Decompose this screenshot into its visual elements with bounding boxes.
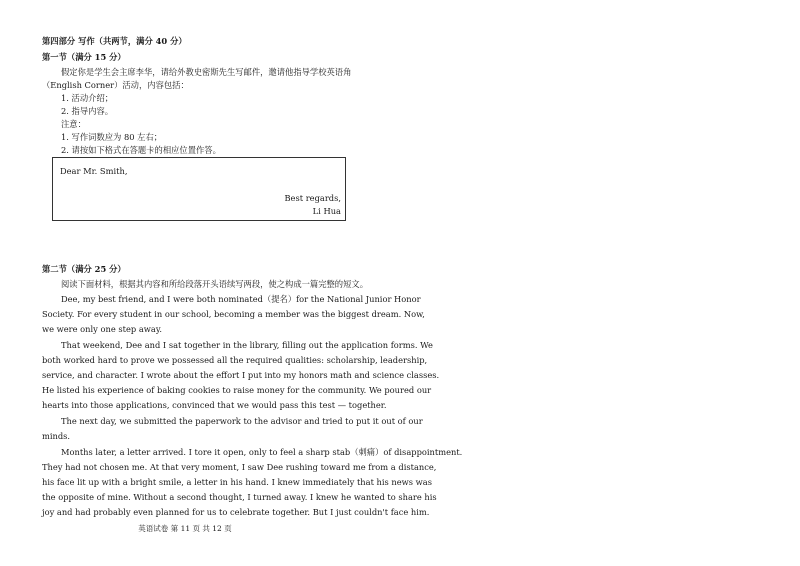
passage-line: Months later, a letter arrived. I tore it open, only to feel a sharp stab（刺痛）of disappointment.: [61, 447, 463, 457]
section1-note-label: 注意：: [61, 119, 86, 129]
passage-line: both worked hard to prove we possessed all the required qualities: scholarship, leadership,: [42, 355, 428, 365]
passage-line: joy and had probably even planned for us to celebrate together. But I just couldn't face him.: [42, 507, 430, 517]
passage-line: hearts into those applications, convinced that we would pass this test — together.: [42, 400, 387, 410]
section1-note1: 1. 写作词数应为 80 左右；: [61, 132, 163, 142]
passage-line: That weekend, Dee and I sat together in the library, filling out the application forms. We: [61, 340, 433, 350]
letter-name: Li Hua: [312, 206, 341, 216]
part4-title: 第四部分 写作（共两节，满分 40 分）: [42, 36, 187, 46]
section1-note2: 2. 请按如下格式在答题卡的相应位置作答。: [61, 145, 221, 155]
passage-line: They had not chosen me. At that very moment, I saw Dee rushing toward me from a distance,: [42, 462, 437, 472]
section2-title: 第二节（满分 25 分）: [42, 264, 126, 274]
section1-item2: 2. 指导内容。: [61, 106, 114, 116]
letter-closing: Best regards,: [284, 193, 341, 203]
passage-line: his face lit up with a bright smile, a letter in his hand. I knew immediately that his news was: [42, 477, 432, 487]
letter-format-box: [52, 157, 346, 221]
section1-title: 第一节（满分 15 分）: [42, 52, 126, 62]
passage-line: Society. For every student in our school, becoming a member was the biggest dream. Now,: [42, 309, 425, 319]
section1-intro-line1: 假定你是学生会主席李华，请给外教史密斯先生写邮件，邀请他指导学校英语角: [61, 67, 352, 77]
passage-line: The next day, we submitted the paperwork to the advisor and tried to put it out of our: [61, 416, 423, 426]
section1-item1: 1. 活动介绍；: [61, 93, 114, 103]
passage-line: the opposite of mine. Without a second thought, I turned away. I knew he wanted to share his: [42, 492, 437, 502]
passage-line: Dee, my best friend, and I were both nominated（提名）for the National Junior Honor: [61, 294, 421, 304]
page-footer: 英语试卷 第 11 页 共 12 页: [138, 524, 232, 533]
section1-intro-line2: （English Corner）活动，内容包括：: [42, 80, 189, 90]
passage-line: 阅读下面材料，根据其内容和所给段落开头语续写两段，使之构成一篇完整的短文。: [61, 279, 368, 289]
passage-line: minds.: [42, 431, 71, 441]
passage-line: we were only one step away.: [42, 324, 163, 334]
passage-line: service, and character. I wrote about the effort I put into my honors math and science classes.: [42, 370, 440, 380]
passage-line: He listed his experience of baking cookies to raise money for the community. We poured our: [42, 385, 432, 395]
letter-greeting: Dear Mr. Smith,: [60, 166, 128, 176]
